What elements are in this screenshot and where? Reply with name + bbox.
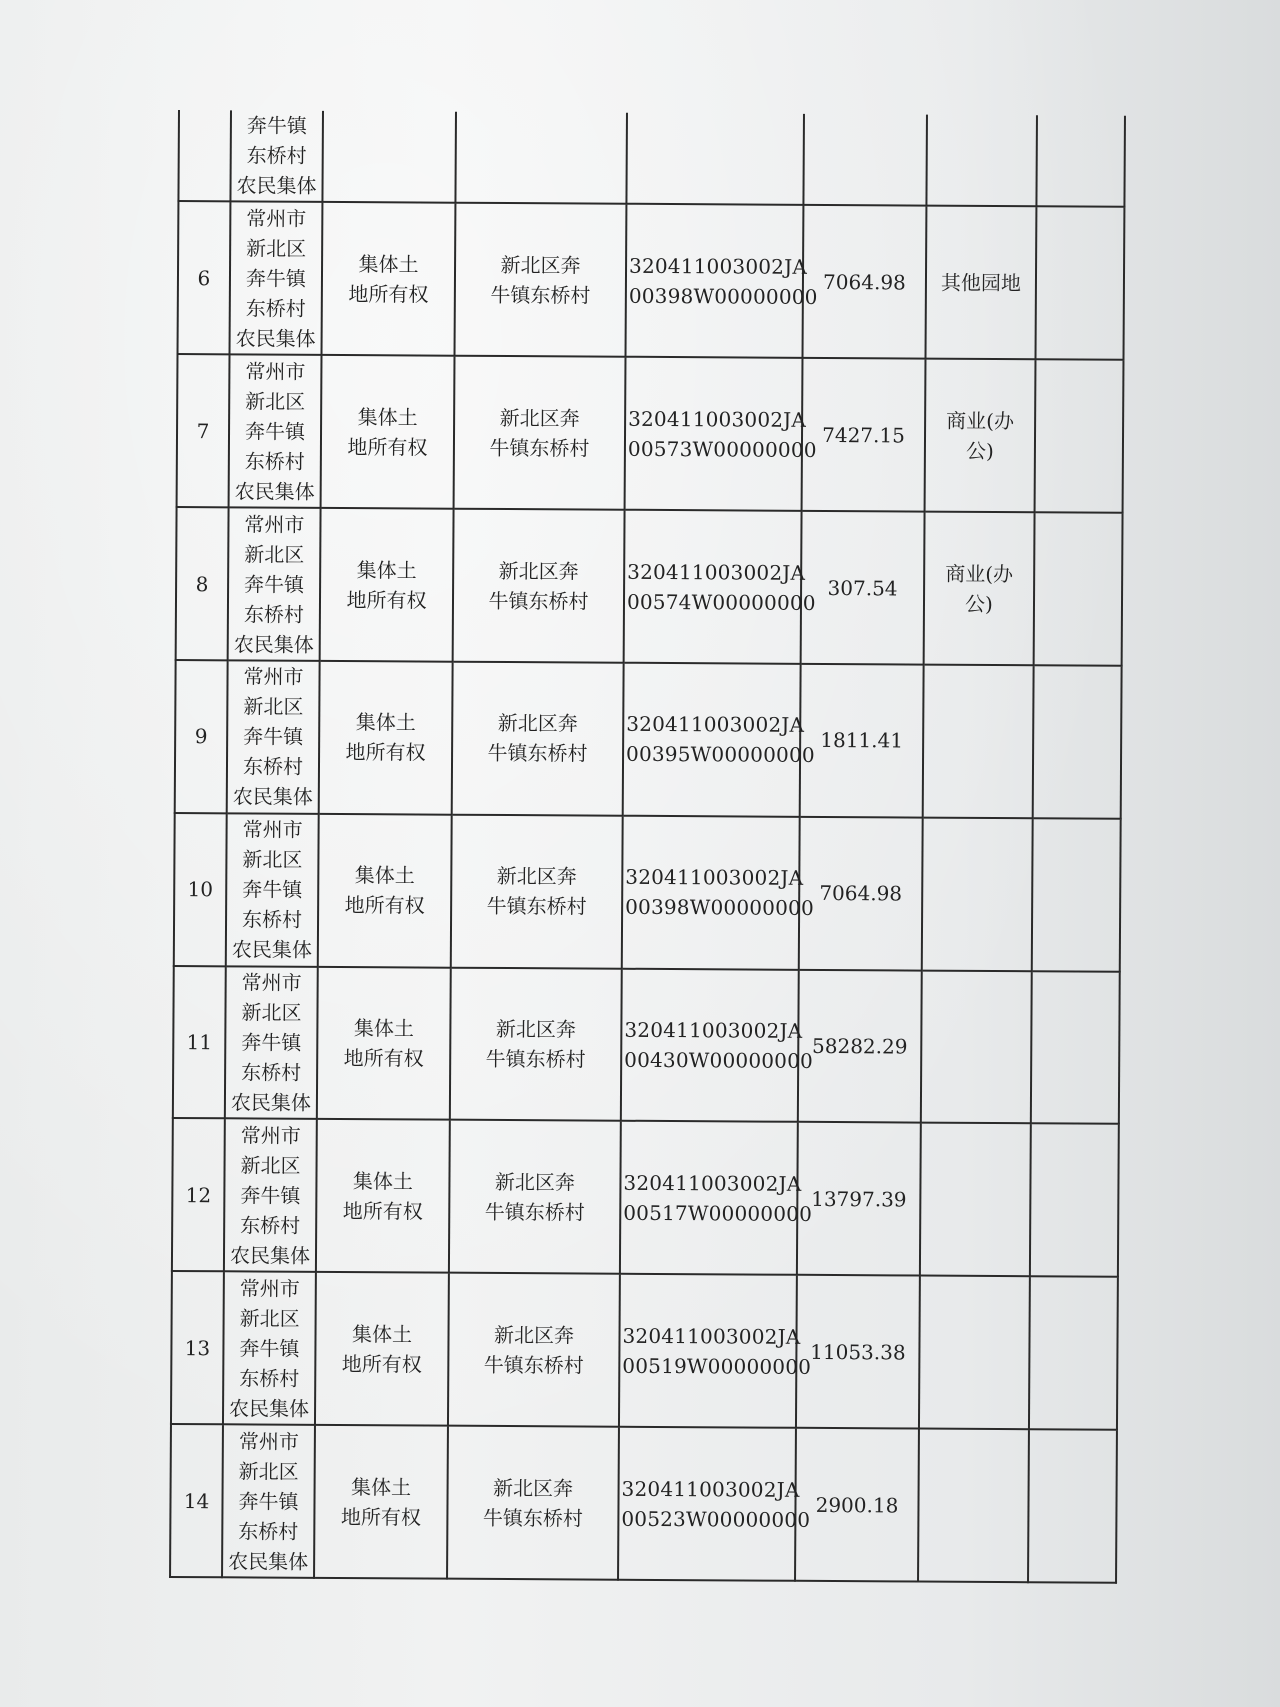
cell-use [923,665,1034,818]
cell-owner: 常州市 新北区 奔牛镇 东桥村 农民集体 [230,202,323,355]
cell-location: 新北区奔 牛镇东桥村 [447,1426,619,1580]
cell-number: 6 [178,201,231,354]
cell-code: 320411003002JA 00398W00000000 [622,816,800,970]
cell-code [626,113,804,206]
table-row [176,507,1123,666]
cell-area: 7427.15 [802,358,926,512]
cell-area: 11053.38 [796,1275,920,1429]
cell-number: 10 [174,813,227,966]
cell-code: 320411003002JA 00395W00000000 [623,663,801,817]
cell-owner: 常州市 新北区 奔牛镇 东桥村 农民集体 [226,813,319,966]
cell-use [918,1429,1029,1583]
cell-area [803,114,927,206]
cell-type: 集体土 地所有权 [321,355,455,509]
cell-location: 新北区奔 牛镇东桥村 [452,662,624,816]
cell-type [322,111,456,203]
cell-area: 2900.18 [795,1428,919,1582]
cell-number: 13 [171,1271,224,1424]
cell-number: 8 [176,507,229,660]
cell-use [922,817,1033,970]
cell-location: 新北区奔 牛镇东桥村 [453,509,625,663]
cell-remark [1035,207,1124,360]
cell-area: 7064.98 [799,817,923,971]
cell-number: 11 [173,966,226,1119]
cell-location: 新北区奔 牛镇东桥村 [449,1120,621,1274]
cell-type: 集体土 地所有权 [320,508,454,662]
table-row [173,966,1120,1125]
cell-code: 320411003002JA 00398W00000000 [625,204,803,358]
cell-type: 集体土 地所有权 [318,814,452,968]
cell-remark [1030,1124,1119,1277]
cell-owner: 常州市 新北区 奔牛镇 东桥村 农民集体 [227,660,320,813]
cell-remark [1029,1277,1118,1430]
cell-number: 14 [170,1424,223,1577]
cell-code: 320411003002JA 00517W00000000 [620,1121,798,1275]
cell-number: 7 [177,354,230,507]
cell-code: 320411003002JA 00430W00000000 [621,968,799,1122]
table-row-partial [178,110,1125,207]
table-row [172,1118,1119,1277]
cell-remark [1031,971,1120,1124]
cell-type: 集体土 地所有权 [316,1119,450,1273]
cell-remark [1034,512,1123,665]
cell-type: 集体土 地所有权 [319,661,453,815]
table-row [175,660,1122,819]
cell-area: 7064.98 [802,205,926,359]
table-row [177,354,1124,513]
table-row [174,813,1121,972]
cell-remark [1033,665,1122,818]
cell-area: 58282.29 [798,969,922,1123]
cell-location: 新北区奔 牛镇东桥村 [454,356,626,510]
cell-owner: 常州市 新北区 奔牛镇 东桥村 农民集体 [224,1119,317,1272]
cell-location: 新北区奔 牛镇东桥村 [451,814,623,968]
cell-code: 320411003002JA 00574W00000000 [624,510,802,664]
cell-number: 12 [172,1118,225,1271]
cell-type: 集体土 地所有权 [322,202,456,356]
cell-use: 其他园地 [925,206,1036,359]
cell-remark [1032,818,1121,971]
cell-location: 新北区奔 牛镇东桥村 [455,203,627,357]
cell-location: 新北区奔 牛镇东桥村 [450,967,622,1121]
cell-owner: 常州市 新北区 奔牛镇 东桥村 农民集体 [222,1424,315,1577]
cell-code: 320411003002JA 00573W00000000 [625,357,803,511]
cell-owner: 奔牛镇 东桥村 农民集体 [230,110,323,202]
cell-remark [1035,360,1124,513]
cell-remark [1028,1429,1117,1582]
cell-owner: 常州市 新北区 奔牛镇 东桥村 农民集体 [225,966,318,1119]
cell-area: 13797.39 [797,1122,921,1276]
cell-number: 9 [175,660,228,813]
cell-owner: 常州市 新北区 奔牛镇 东桥村 农民集体 [228,507,321,660]
cell-code: 320411003002JA 00519W00000000 [619,1274,797,1428]
cell-use: 商业(办 公) [925,359,1036,512]
cell-type: 集体土 地所有权 [315,1272,449,1426]
cell-use [920,1123,1031,1276]
cell-use [921,970,1032,1123]
table-row [171,1271,1118,1430]
cell-area: 307.54 [801,511,925,665]
cell-area: 1811.41 [800,664,924,818]
cell-owner: 常州市 新北区 奔牛镇 东桥村 农民集体 [223,1272,316,1425]
cell-location [455,112,627,205]
cell-use [919,1276,1030,1429]
cell-type: 集体土 地所有权 [314,1425,448,1579]
cell-use [926,115,1037,207]
cell-remark [1036,115,1125,207]
cell-use: 商业(办 公) [924,512,1035,665]
table-body [170,110,1125,1583]
cell-code: 320411003002JA 00523W00000000 [618,1427,796,1581]
land-ownership-table [169,110,1126,1584]
cell-location: 新北区奔 牛镇东桥村 [448,1273,620,1427]
cell-number [178,110,231,202]
table-row [170,1424,1117,1583]
cell-owner: 常州市 新北区 奔牛镇 东桥村 农民集体 [229,355,322,508]
cell-type: 集体土 地所有权 [317,966,451,1120]
table-row [178,201,1125,360]
